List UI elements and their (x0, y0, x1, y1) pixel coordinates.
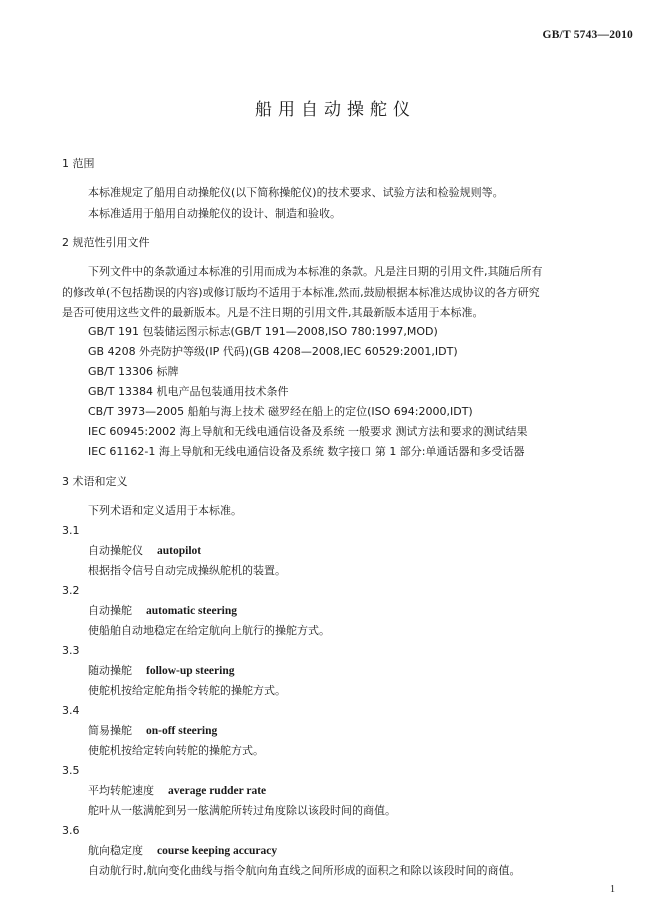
section-2-heading: 2 规范性引用文件 (62, 236, 150, 249)
term-definition: 使船舶自动地稳定在给定航向上航行的操舵方式。 (88, 624, 330, 637)
standard-number: GB/T 5743—2010 (542, 29, 633, 41)
term-number: 3.4 (62, 704, 80, 717)
reference-item: IEC 61162-1 海上导航和无线电通信设备及系统 数字接口 第 1 部分:单通话器和多受话器 (88, 445, 525, 458)
section-1-paragraph-1: 本标准规定了船用自动操舵仪(以下简称操舵仪)的技术要求、试验方法和检验规则等。 (88, 186, 504, 199)
reference-item: GB 4208 外壳防护等级(IP 代码)(GB 4208—2008,IEC 60529:2001,IDT) (88, 345, 458, 358)
term-number: 3.1 (62, 524, 80, 537)
term-name-zh: 简易操舵 (88, 724, 132, 737)
reference-item: CB/T 3973—2005 船舶与海上技术 磁罗经在船上的定位(ISO 694:2000,IDT) (88, 405, 473, 418)
term-definition: 使舵机按给定舵角指令转舵的操舵方式。 (88, 684, 286, 697)
term-number: 3.3 (62, 644, 80, 657)
term-name (88, 604, 237, 618)
term-number: 3.5 (62, 764, 80, 777)
term-name-zh: 航向稳定度 (88, 844, 143, 857)
section-3-intro: 下列术语和定义适用于本标准。 (88, 504, 242, 517)
section-3-heading: 3 术语和定义 (62, 475, 128, 488)
term-name-en: follow-up steering (146, 665, 235, 677)
term-name (88, 844, 277, 858)
reference-item: GB/T 13306 标牌 (88, 365, 179, 378)
term-definition: 使舵机按给定转向转舵的操舵方式。 (88, 744, 264, 757)
page-number: 1 (610, 884, 615, 895)
term-name (88, 544, 201, 558)
term-name (88, 724, 217, 738)
section-1-paragraph-2: 本标准适用于船用自动操舵仪的设计、制造和验收。 (88, 207, 341, 220)
term-name-en: autopilot (157, 545, 202, 557)
term-name-en: on-off steering (146, 725, 218, 737)
term-definition: 自动航行时,航向变化曲线与指令航向角直线之间所形成的面积之和除以该段时间的商值。 (88, 864, 521, 877)
term-name-en: average rudder rate (168, 785, 267, 797)
reference-item: IEC 60945:2002 海上导航和无线电通信设备及系统 一般要求 测试方法和要求的测试结果 (88, 425, 528, 438)
term-name (88, 784, 266, 798)
term-name-zh: 自动操舵仪 (88, 544, 143, 557)
reference-item: GB/T 191 包装储运图示标志(GB/T 191—2008,ISO 780:1997,MOD) (88, 325, 438, 338)
section-2-intro-line-2: 的修改单(不包括勘误的内容)或修订版均不适用于本标准,然而,鼓励根据本标准达成协议的各方研究 (62, 286, 540, 299)
term-name (88, 664, 234, 678)
term-name-en: automatic steering (146, 605, 238, 617)
section-1-heading: 1 范围 (62, 157, 95, 170)
section-2-intro-line-1: 下列文件中的条款通过本标准的引用而成为本标准的条款。凡是注日期的引用文件,其随后所有 (88, 265, 543, 278)
document-title: 船用自动操舵仪 (255, 100, 416, 120)
reference-item: GB/T 13384 机电产品包装通用技术条件 (88, 385, 289, 398)
term-number: 3.2 (62, 584, 80, 597)
term-name-zh: 平均转舵速度 (88, 784, 154, 797)
section-2-intro-line-3: 是否可使用这些文件的最新版本。凡是不注日期的引用文件,其最新版本适用于本标准。 (62, 306, 484, 319)
term-name-en: course keeping accuracy (157, 845, 278, 857)
term-name-zh: 自动操舵 (88, 604, 132, 617)
term-definition: 舵叶从一舷满舵到另一舷满舵所转过角度除以该段时间的商值。 (88, 804, 396, 817)
term-number: 3.6 (62, 824, 80, 837)
term-name-zh: 随动操舵 (88, 664, 132, 677)
term-definition: 根据指令信号自动完成操纵舵机的装置。 (88, 564, 286, 577)
